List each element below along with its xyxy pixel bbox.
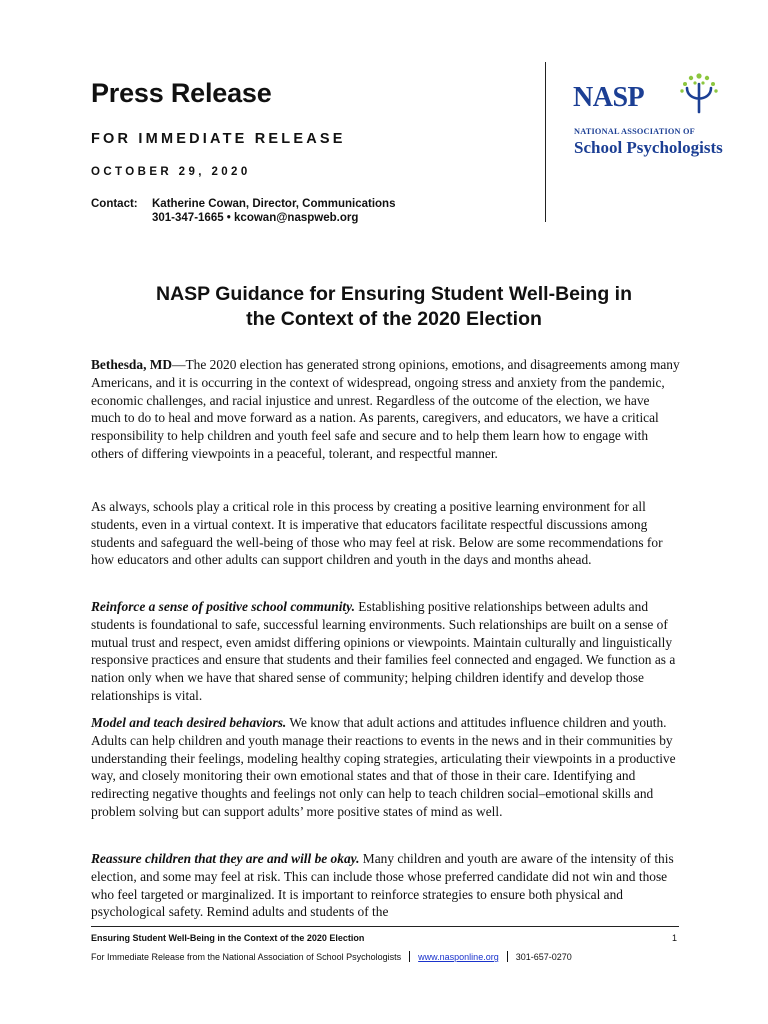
page-number: 1 (672, 933, 678, 943)
contact-info: 301-347-1665 • kcowan@naspweb.org (152, 212, 359, 224)
paragraph-text: We know that adult actions and attitudes influence children and youth. Adults can help children and youth manage their reactions to events in the news and in their communities by understanding their feelings, modeling healthy coping strategies, articulating their viewpoints in a productive way, and closely monitoring their own emotional states and that of those in their care. Identifying and redirecting negative thoughts and feelings not only can help to teach children social–emotional skills and problem solving but can support adults’ more positive states of mind as well. (91, 715, 676, 819)
website-link[interactable]: www.nasponline.org (418, 952, 499, 962)
recommendation-heading: Model and teach desired behaviors. (91, 715, 287, 730)
footer-divider (91, 926, 679, 927)
recommendation-heading: Reassure children that they are and will be okay. (91, 851, 360, 866)
paragraph-schools (91, 498, 681, 569)
logo-org-line2: School Psychologists (574, 138, 723, 157)
paragraph-text: Many children and youth are aware of the intensity of this election, and some may feel at risk. This can include those whose preferred candidate did not win and those who feel targeted or marginalized. It is important to reinforce strategies to ensure both physical and psychological safety. Remind adults and students of the (91, 851, 674, 920)
dateline: Bethesda, MD (91, 357, 173, 372)
release-date: OCTOBER 29, 2020 (91, 166, 251, 178)
paragraph-intro (91, 356, 681, 463)
recommendation-heading: Reinforce a sense of positive school community. (91, 599, 355, 614)
footer-line (91, 951, 572, 962)
logo-org-line1: NATIONAL ASSOCIATION OF (574, 127, 695, 136)
paragraph-model-behaviors (91, 714, 681, 821)
headline-line2: the Context of the 2020 Election (246, 308, 542, 330)
release-type: FOR IMMEDIATE RELEASE (91, 131, 346, 147)
footer-release-from: For Immediate Release from the National Association of School Psychologists (91, 952, 402, 962)
press-release-title: Press Release (91, 78, 272, 108)
footer-phone: 301-657-0270 (515, 952, 572, 962)
footer-separator (409, 951, 410, 962)
footer-title: Ensuring Student Well-Being in the Context of the 2020 Election (91, 933, 365, 943)
footer-separator (507, 951, 508, 962)
headline-line1: NASP Guidance for Ensuring Student Well-Being in (156, 283, 632, 305)
contact-name: Katherine Cowan, Director, Communications (152, 198, 396, 210)
paragraph-reassure (91, 850, 681, 921)
paragraph-community (91, 598, 681, 705)
paragraph-text: —The 2020 election has generated strong opinions, emotions, and disagreements among many Americans, and it is occurring in the context of widespread, ongoing stress and anxiety from the pandemic, economic challenges, and racial injustice and unrest. Regardless of the outcome of the election, we have much to do to heal and move forward as a nation. As parents, caregivers, and educators, we have a critical responsibility to help children and youth feel safe and secure and to help them learn how to engage with others of differing viewpoints in a peaceful, tolerant, and respectful manner. (91, 357, 680, 461)
logo-wordmark: NASP (573, 82, 645, 113)
contact-label: Contact: (91, 198, 138, 210)
psi-tree-icon (677, 72, 721, 114)
paragraph-text: As always, schools play a critical role in this process by creating a positive learning environment for all students, even in a virtual context. It is imperative that educators facilitate respectful discussions among students and safeguard the well-being of those who may feel at risk. Below are some recommendations for how educators and other adults can support children and youth in the days and months ahead. (91, 499, 663, 568)
nasp-logo (573, 72, 733, 162)
header-divider (545, 62, 546, 222)
paragraph-text: Establishing positive relationships between adults and students is foundational to safe, successful learning environments. Such relationships are built on a sense of mutual trust and respect, even amidst differing opinions or viewpoints. Maintain culturally and linguistically responsive practices and ensure that students and their families feel connected and engaged. We function as a nation only when we have that shared sense of community; helping children identify and develop those relationships is vital. (91, 599, 676, 703)
